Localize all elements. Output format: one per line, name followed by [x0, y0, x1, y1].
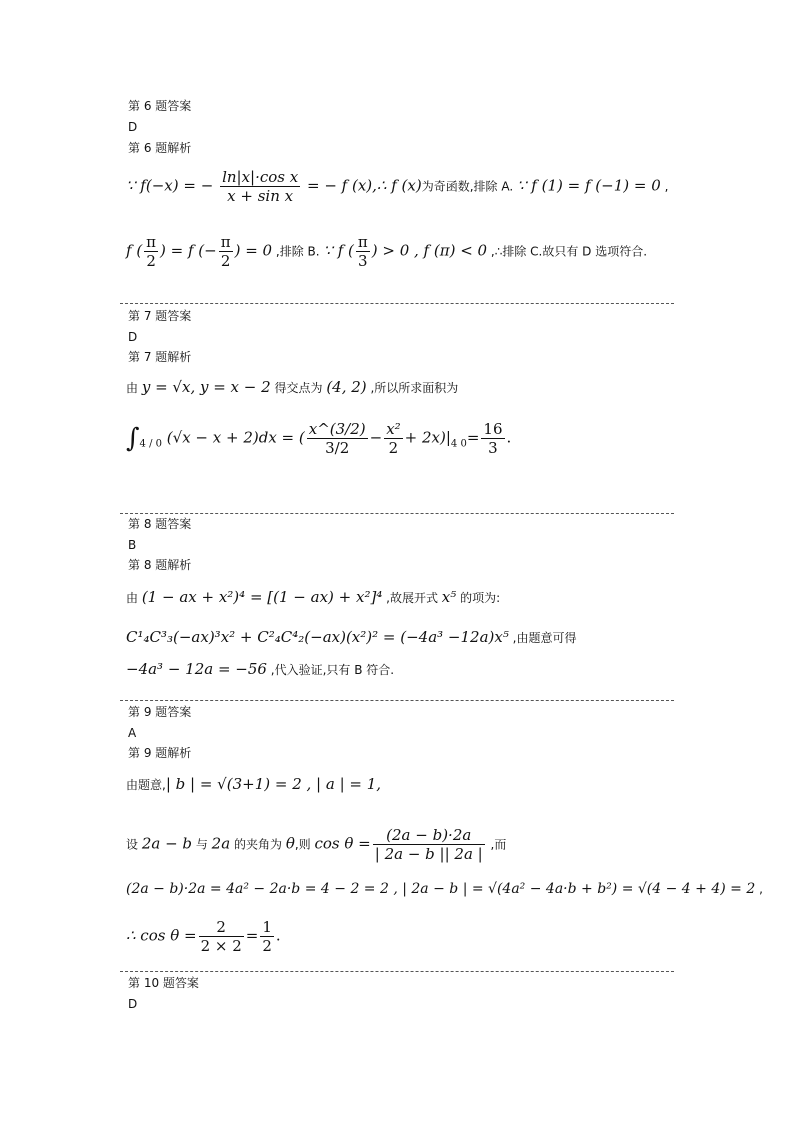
q6-l2-f2: ∵ f ( [323, 241, 354, 260]
q6-l2-frac1 [144, 233, 158, 270]
q7-analysis-label: 第 7 题解析 [128, 350, 192, 364]
q6-l1-zh1: 为奇函数,排除 A. [421, 179, 517, 194]
q8-l3-m1: −4a³ − 12a = −56 [126, 660, 267, 678]
q6-analysis-label: 第 6 题解析 [128, 141, 192, 155]
q7-l2-m2: − [369, 428, 383, 447]
q8-line-1 [126, 588, 500, 607]
q8-answer-label: 第 8 题答案 [128, 517, 192, 531]
q7-line-1 [126, 378, 458, 397]
q9-l3-end: , [755, 882, 763, 896]
q9-line-2 [126, 826, 506, 863]
q9-l1-m1: | b | = √(3+1) = 2 , | a | = 1, [165, 775, 382, 793]
q7-l2-frac2 [384, 420, 402, 457]
q8-line-2 [126, 628, 577, 647]
q6-l2-frac3 [356, 233, 370, 270]
q8-l1-m2: x⁵ [441, 588, 457, 606]
q8-l2-m1: C¹₄C³₃(−ax)³x² + C²₄C⁴₂(−ax)(x²)² = (−4a³ −12a)x⁵ [126, 628, 509, 646]
q10-answer: D [128, 997, 138, 1011]
q7-integral-limits: 4 / 0 [139, 438, 162, 450]
q7-l2-eval: 4 0 [450, 438, 467, 450]
q9-l4-d1: 2 × 2 [200, 937, 242, 955]
q6-l2-zh1: ,排除 B. [272, 244, 324, 259]
q9-l4-eq: = [245, 926, 259, 945]
q9-line-4 [126, 918, 281, 955]
q10-answer-label: 第 10 题答案 [128, 976, 199, 990]
q6-l1-den: x + sin x [227, 187, 294, 205]
q7-l2-result [481, 420, 504, 457]
q7-answer: D [128, 330, 138, 344]
q7-l2-body: (√x − x + 2)dx = ( [166, 428, 305, 447]
q9-l4-d2: 2 [262, 937, 272, 955]
q7-l1-zh3: ,所以所求面积为 [366, 381, 459, 395]
q7-l2-fden2: 2 [388, 439, 399, 457]
q6-l1-mid: = − f (x),∴ f (x) [307, 176, 422, 195]
q9-l2-den: | 2a − b || 2a | [374, 845, 483, 863]
q9-l4-n1: 2 [199, 918, 244, 937]
q8-l3-zh1: ,代入验证,只有 B 符合. [266, 663, 395, 677]
q6-l2-frac2 [219, 233, 233, 270]
q6-l1-post: ∵ f (1) = f (−1) = 0 [517, 176, 661, 195]
q9-line-3 [126, 880, 763, 898]
q6-l2-f1: f ( [126, 241, 143, 260]
q7-l1-m2: , y = x − 2 [190, 378, 271, 396]
q9-l4-frac1 [199, 918, 244, 955]
q9-l4-n2: 1 [262, 918, 272, 936]
q9-line-1 [126, 775, 381, 794]
q7-l2-fden: 3/2 [325, 439, 350, 457]
q6-l2-d2: 2 [220, 252, 231, 270]
q9-analysis-label: 第 9 题解析 [128, 746, 192, 760]
q7-l1-m3: (4, 2) [326, 378, 367, 396]
q8-l2-zh1: ,由题意可得 [508, 631, 577, 645]
q6-l2-n3: π [357, 233, 368, 251]
q7-l2-fnum2: x² [386, 420, 401, 438]
q8-l1-zh3: 的项为: [456, 591, 501, 605]
q6-l2-d1: 2 [146, 252, 156, 270]
q7-line-2 [126, 420, 511, 457]
q6-line-2 [126, 233, 647, 270]
q7-l2-rnum: 16 [483, 420, 503, 438]
q9-l2-zh3: 的夹角为 [230, 837, 286, 852]
q9-l2-m1: 2a − b [141, 834, 193, 853]
q7-l1-m1: y = √x [141, 378, 191, 396]
q9-l2-m4: cos θ = [314, 834, 371, 853]
q6-l1-end: , [660, 179, 669, 194]
q6-l1-pre: ∵ f(−x) = − [126, 176, 214, 195]
divider [120, 513, 674, 514]
q6-l2-m3: ) > 0 , f (π) < 0 [371, 241, 488, 260]
q6-l2-m1: ) = f (− [160, 241, 217, 260]
q7-l1-zh1: 由 [126, 381, 142, 395]
q6-line-1 [126, 168, 668, 205]
q9-l2-zh2: 与 [192, 837, 212, 852]
q8-line-3 [126, 660, 394, 679]
q8-l1-zh1: 由 [126, 591, 142, 605]
q6-answer: D [128, 120, 138, 134]
q7-integral-sign: ∫ [126, 423, 140, 454]
q7-l2-end: . [506, 428, 512, 447]
q9-l2-zh5: ,而 [486, 837, 507, 852]
q9-l1-zh1: 由题意, [126, 778, 166, 792]
q9-l2-num: (2a − b)·2a [386, 826, 472, 844]
divider [120, 700, 674, 701]
q9-l2-m3: θ [285, 834, 295, 853]
q6-l1-fraction [220, 168, 300, 205]
q9-l2-m2: 2a [211, 834, 231, 853]
q6-l2-d3: 3 [358, 252, 368, 270]
q6-l2-m2: ) = 0 [234, 241, 273, 260]
q7-answer-label: 第 7 题答案 [128, 309, 192, 323]
q9-l2-zh1: 设 [126, 837, 142, 852]
q9-answer-label: 第 9 题答案 [128, 705, 192, 719]
q6-l2-n1: π [146, 233, 157, 251]
divider [120, 971, 674, 972]
q9-answer: A [128, 726, 137, 740]
q9-l4-end: . [275, 926, 281, 945]
q8-l1-zh2: ,故展开式 [382, 591, 442, 605]
q9-l4-m1: ∴ cos θ = [126, 926, 197, 945]
q6-l1-num: ln|x|·cos x [222, 168, 299, 186]
q7-l2-m3: + 2x)| [404, 428, 451, 447]
q6-l2-zh2: ,∴排除 C.故只有 D 选项符合. [487, 244, 648, 259]
q8-answer: B [128, 538, 137, 552]
q7-l2-fnum: x^(3/2) [308, 420, 366, 438]
q7-l2-rden: 3 [488, 439, 498, 457]
q9-l2-frac [373, 826, 485, 863]
q9-l2-zh4: ,则 [294, 837, 315, 852]
q6-l2-n2: π [220, 233, 231, 251]
divider [120, 303, 674, 304]
q6-answer-label: 第 6 题答案 [128, 99, 192, 113]
q7-l1-zh2: 得交点为 [270, 381, 327, 395]
q7-l2-eq: = [466, 428, 480, 447]
q7-l2-frac1 [307, 420, 368, 457]
q8-l1-m1: (1 − ax + x²)⁴ = [(1 − ax) + x²]⁴ [141, 588, 383, 606]
q8-analysis-label: 第 8 题解析 [128, 558, 192, 572]
q9-l4-frac2 [260, 918, 274, 955]
q9-l3-m1: (2a − b)·2a = 4a² − 2a·b = 4 − 2 = 2 , | 2a − b | = √(4a² − 4a·b + b²) = √(4 − 4 + 4) = 2 [126, 881, 756, 897]
